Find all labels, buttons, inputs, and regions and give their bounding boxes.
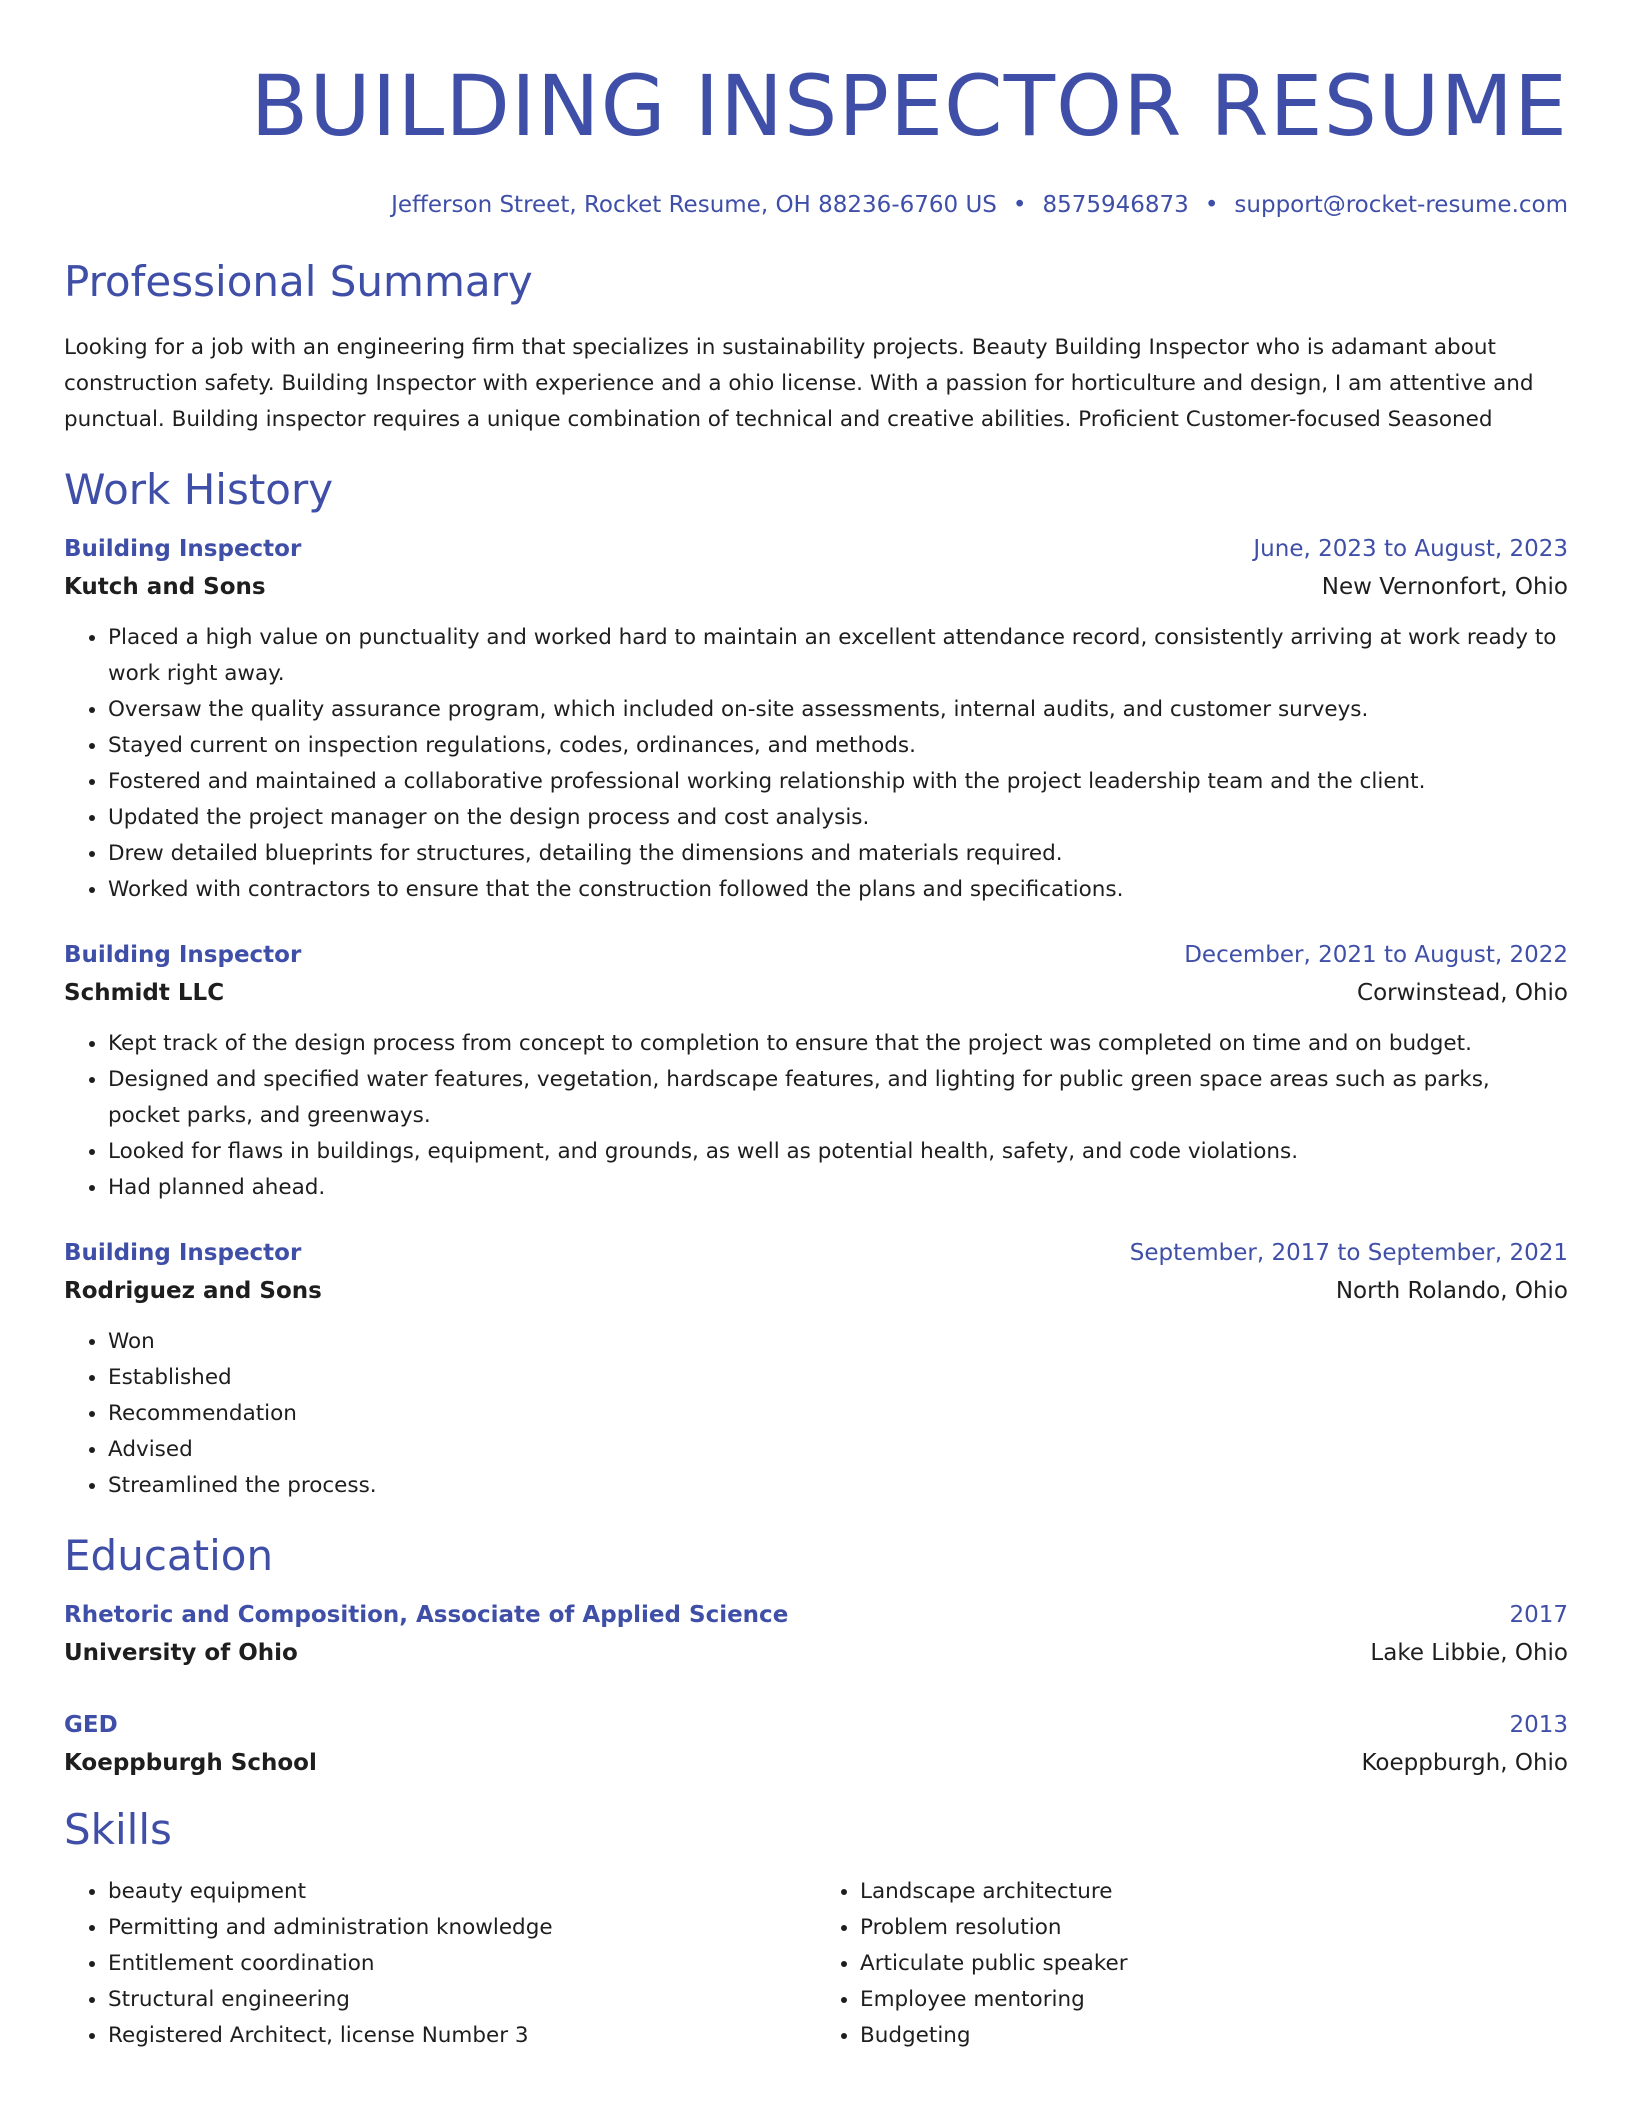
list-item: • Problem resolution — [860, 1910, 1568, 1946]
job-subheader — [64, 1272, 1568, 1310]
education-location: Lake Libbie, Ohio — [1370, 1640, 1568, 1666]
skills-column-right — [816, 1874, 1568, 2054]
education-degree: Rhetoric and Composition, Associate of Applied Science — [64, 1602, 789, 1628]
job-bullets — [64, 1026, 1568, 1206]
job-subheader — [64, 974, 1568, 1012]
list-item: • Recommendation — [108, 1396, 1568, 1432]
education-school: Koeppburgh School — [64, 1750, 317, 1776]
job-role: Building Inspector — [64, 942, 302, 968]
job-bullets — [64, 620, 1568, 908]
contact-line — [64, 192, 1568, 218]
list-item: • Permitting and administration knowledge — [108, 1910, 816, 1946]
job-role: Building Inspector — [64, 1240, 302, 1266]
education-header — [64, 1596, 1568, 1634]
list-item: • Looked for flaws in buildings, equipment, and grounds, as well as potential health, safety, and code violations. — [108, 1134, 1568, 1170]
job-employer: Schmidt LLC — [64, 980, 225, 1006]
job-employer: Rodriguez and Sons — [64, 1278, 322, 1304]
job-location: New Vernonfort, Ohio — [1321, 574, 1568, 600]
job-dates: December, 2021 to August, 2022 — [1184, 942, 1568, 968]
job-entry — [64, 936, 1568, 1206]
job-entry — [64, 1234, 1568, 1504]
job-subheader — [64, 568, 1568, 606]
list-item: • Advised — [108, 1432, 1568, 1468]
education-subheader — [64, 1634, 1568, 1672]
list-item: • Oversaw the quality assurance program, which included on-site assessments, internal audits, and customer surveys. — [108, 692, 1568, 728]
education-location: Koeppburgh, Ohio — [1361, 1750, 1568, 1776]
job-bullets — [64, 1324, 1568, 1504]
job-location: Corwinstead, Ohio — [1357, 980, 1568, 1006]
list-item: • Established — [108, 1360, 1568, 1396]
job-role: Building Inspector — [64, 536, 302, 562]
list-item: • Fostered and maintained a collaborative professional working relationship with the project leadership team and the client. — [108, 764, 1568, 800]
resume-title: BUILDING INSPECTOR RESUME — [250, 57, 1568, 155]
list-item: • Registered Architect, license Number 3 — [108, 2018, 816, 2054]
list-item: • Placed a high value on punctuality and worked hard to maintain an excellent attendance record, consistently arriving at work ready to work right away. — [108, 620, 1568, 692]
contact-separator: • — [1204, 192, 1219, 218]
list-item: • Worked with contractors to ensure that the construction followed the plans and specifications. — [108, 872, 1568, 908]
job-dates: September, 2017 to September, 2021 — [1129, 1240, 1568, 1266]
list-item: • Structural engineering — [108, 1982, 816, 2018]
list-item: • Streamlined the process. — [108, 1468, 1568, 1504]
job-employer: Kutch and Sons — [64, 574, 266, 600]
skills-column-left — [64, 1874, 816, 2054]
address: Jefferson Street, Rocket Resume, OH 88236-6760 US — [391, 192, 997, 218]
education-year: 2013 — [1509, 1712, 1568, 1738]
job-location: North Rolando, Ohio — [1335, 1278, 1568, 1304]
skills-list — [64, 1874, 1568, 2054]
education-entry — [64, 1596, 1568, 1672]
education-subheader — [64, 1744, 1568, 1782]
list-item: • Articulate public speaker — [860, 1946, 1568, 1982]
contact-separator: • — [1012, 192, 1027, 218]
list-item: • Stayed current on inspection regulations, codes, ordinances, and methods. — [108, 728, 1568, 764]
summary-heading: Professional Summary — [64, 257, 533, 306]
education-degree: GED — [64, 1712, 118, 1738]
list-item: • Drew detailed blueprints for structures, detailing the dimensions and materials required. — [108, 836, 1568, 872]
work-history-heading: Work History — [64, 465, 334, 514]
job-header — [64, 936, 1568, 974]
job-dates: June, 2023 to August, 2023 — [1253, 536, 1568, 562]
list-item: • Won — [108, 1324, 1568, 1360]
job-header — [64, 1234, 1568, 1272]
list-item: • Entitlement coordination — [108, 1946, 816, 1982]
list-item: • Kept track of the design process from concept to completion to ensure that the project was completed on time and on budget. — [108, 1026, 1568, 1062]
skills-heading: Skills — [64, 1805, 172, 1854]
list-item: • beauty equipment — [108, 1874, 816, 1910]
list-item: • Updated the project manager on the design process and cost analysis. — [108, 800, 1568, 836]
job-entry — [64, 530, 1568, 908]
list-item: • Had planned ahead. — [108, 1170, 1568, 1206]
list-item: • Designed and specified water features, vegetation, hardscape features, and lighting for public green space areas such as parks, pocket parks, and greenways. — [108, 1062, 1568, 1134]
list-item: • Employee mentoring — [860, 1982, 1568, 2018]
summary-text: Looking for a job with an engineering firm that specializes in sustainability projects. Beauty Building Inspector who is adamant about construction safety. Building Inspector with experience and a ohio license. With a passion for horticulture and design, I am attentive and punctual. Building inspector requires a unique combination of technical and creative abilities. Proficient Customer-focused Seasoned — [64, 335, 1534, 432]
email-link[interactable]: support@rocket-resume.com — [1234, 192, 1568, 218]
list-item: • Landscape architecture — [860, 1874, 1568, 1910]
job-header — [64, 530, 1568, 568]
education-header — [64, 1706, 1568, 1744]
education-entry — [64, 1706, 1568, 1782]
education-year: 2017 — [1509, 1602, 1568, 1628]
list-item: • Budgeting — [860, 2018, 1568, 2054]
education-heading: Education — [64, 1531, 274, 1580]
education-school: University of Ohio — [64, 1640, 298, 1666]
phone: 8575946873 — [1042, 192, 1189, 218]
